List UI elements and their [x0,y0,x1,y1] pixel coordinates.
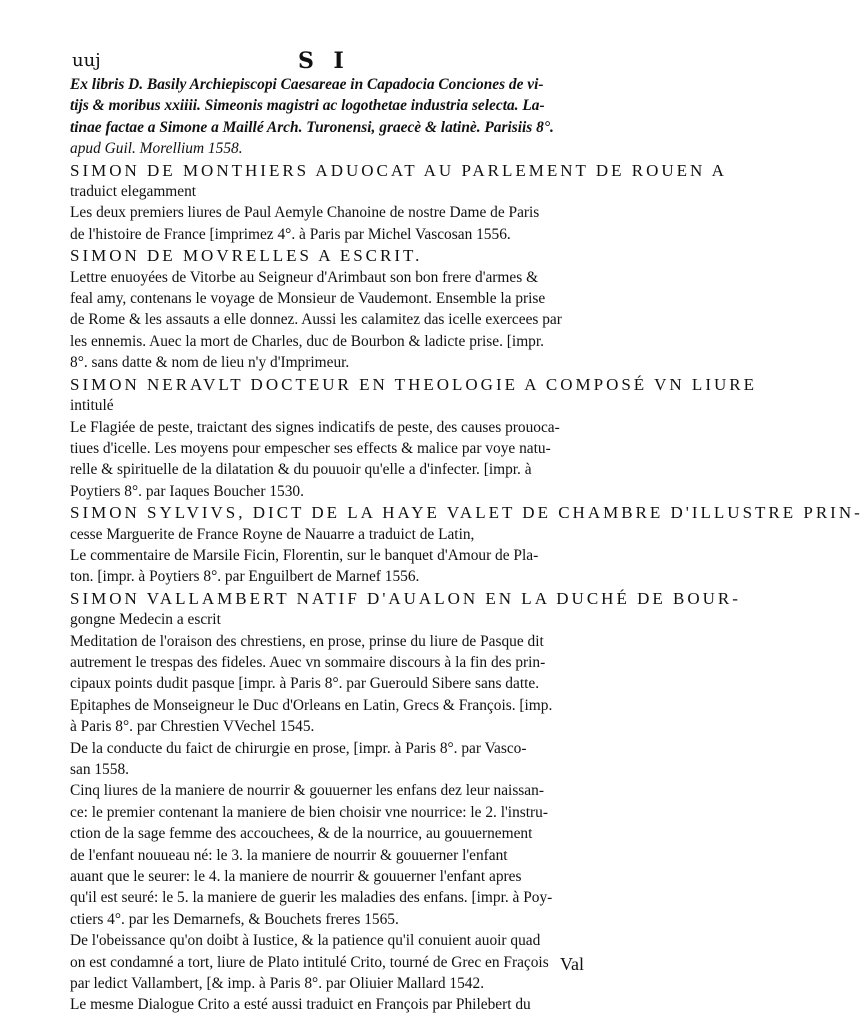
text-line: Meditation de l'oraison des chrestiens, en prose, prinse du liure de Pasque dit [70,632,544,650]
text-line: Epitaphes de Monseigneur le Duc d'Orleans en Latin, Grecs & François. [imp. [70,696,553,714]
page-body-text [70,74,863,1016]
text-line: Le commentaire de Marsile Ficin, Florentin, sur le banquet d'Amour de Pla- [70,546,539,564]
page-header-signature: S I [298,48,350,74]
text-line: ctiers 4°. par les Demarnefs, & Bouchets freres 1565. [70,910,399,928]
text-line: gongne Medecin a escrit [70,611,221,629]
text-line: par ledict Vallambert, [& imp. à Paris 8°. par Oliuier Mallard 1542. [70,975,485,993]
text-line: SIMON DE MOVRELLES A ESCRIT. [70,246,423,266]
text-line: SIMON NERAVLT DOCTEUR EN THEOLOGIE A COMPOSÉ VN LIURE [70,374,757,394]
text-line: Le mesme Dialogue Crito a esté aussi traduict en François par Philebert du [70,996,531,1014]
text-line: Lettre enuoyées de Vitorbe au Seigneur d'Arimbaut son bon frere d'armes & [70,268,539,286]
text-line: intitulé [70,397,114,415]
text-line: san 1558. [70,761,129,778]
text-line: tijs & moribus xxiiii. Simeonis magistri ac logothetae industria selecta. La- [70,97,545,115]
text-line: SIMON VALLAMBERT NATIF D'AUALON EN LA DUCHÉ DE BOUR- [70,588,741,608]
text-line: Le Flagiée de peste, traictant des signes indicatifs de peste, des causes prouoca- [70,418,560,436]
text-line: tiues d'icelle. Les moyens pour empescher ses effects & malice par voye natu- [70,439,551,457]
text-line: ce: le premier contenant la maniere de bien choisir vne nourrice: le 2. l'instru- [70,803,548,821]
text-line: Cinq liures de la maniere de nourrir & gouuerner les enfans dez leur naissan- [70,782,544,800]
text-line: de Rome & les assauts a elle donnez. Aussi les calamitez das icelle exercees par [70,311,562,329]
text-line: de l'histoire de France [imprimez 4°. à Paris par Michel Vascosan 1556. [70,225,511,243]
text-line: apud Guil. Morellium 1558. [70,140,243,158]
text-line: cesse Marguerite de France Royne de Nauarre a traduict de Latin, [70,525,475,543]
text-line: relle & spirituelle de la dilatation & du pouuoir qu'elle a d'infecter. [impr. à [70,461,532,479]
text-line: De la conducte du faict de chirurgie en prose, [impr. à Paris 8°. par Vasco- [70,739,527,757]
text-line: ton. [impr. à Poytiers 8°. par Enguilbert de Marnef 1556. [70,568,420,586]
text-line: 8°. sans datte & nom de lieu n'y d'Imprimeur. [70,354,350,372]
text-line: à Paris 8°. par Chrestien VVechel 1545. [70,718,315,736]
text-line: Poytiers 8°. par Iaques Boucher 1530. [70,482,304,500]
text-line: qu'il est seuré: le 5. la maniere de guerir les maladies des enfans. [impr. à Poy- [70,889,553,907]
text-line: auant que le seurer: le 4. la maniere de nourrir & gouuerner l'enfant apres [70,868,522,886]
text-line: ction de la sage femme des accouchees, & de la nourrice, au gouuernement [70,825,533,843]
text-line: autrement le trespas des fideles. Auec vn sommaire discours à la fin des prin- [70,653,546,671]
page-header-left: uuj [72,50,101,71]
text-line: feal amy, contenans le voyage de Monsieur de Vaudemont. Ensemble la prise [70,290,546,308]
text-line: traduict elegamment [70,183,197,201]
text-line: tinae factae a Simone a Maillé Arch. Turonensi, graecè & latinè. Parisiis 8°. [70,118,554,136]
text-line: cipaux points dudit pasque [impr. à Paris 8°. par Guerould Sibere sans datte. [70,675,540,693]
text-line: SIMON DE MONTHIERS ADUOCAT AU PARLEMENT DE ROUEN A [70,160,727,180]
text-line: SIMON SYLVIVS, DICT DE LA HAYE VALET DE CHAMBRE D'ILLUSTRE PRIN- [70,503,863,523]
catchword: Val [560,954,584,974]
text-line: Ex libris D. Basily Archiepiscopi Caesareae in Capadocia Conciones de vi- [70,76,544,93]
text-line: de l'enfant nouueau né: le 3. la maniere de nourrir & gouuerner l'enfant [70,846,508,864]
text-line: on est condamné a tort, liure de Plato intitulé Crito, tourné de Grec en Fraçois [70,953,549,971]
text-line: De l'obeissance qu'on doibt à Iustice, & la patience qu'il conuient auoir quad [70,932,541,950]
text-line: les ennemis. Auec la mort de Charles, duc de Bourbon & ladicte prise. [impr. [70,332,544,350]
text-line: Les deux premiers liures de Paul Aemyle Chanoine de nostre Dame de Paris [70,204,540,222]
